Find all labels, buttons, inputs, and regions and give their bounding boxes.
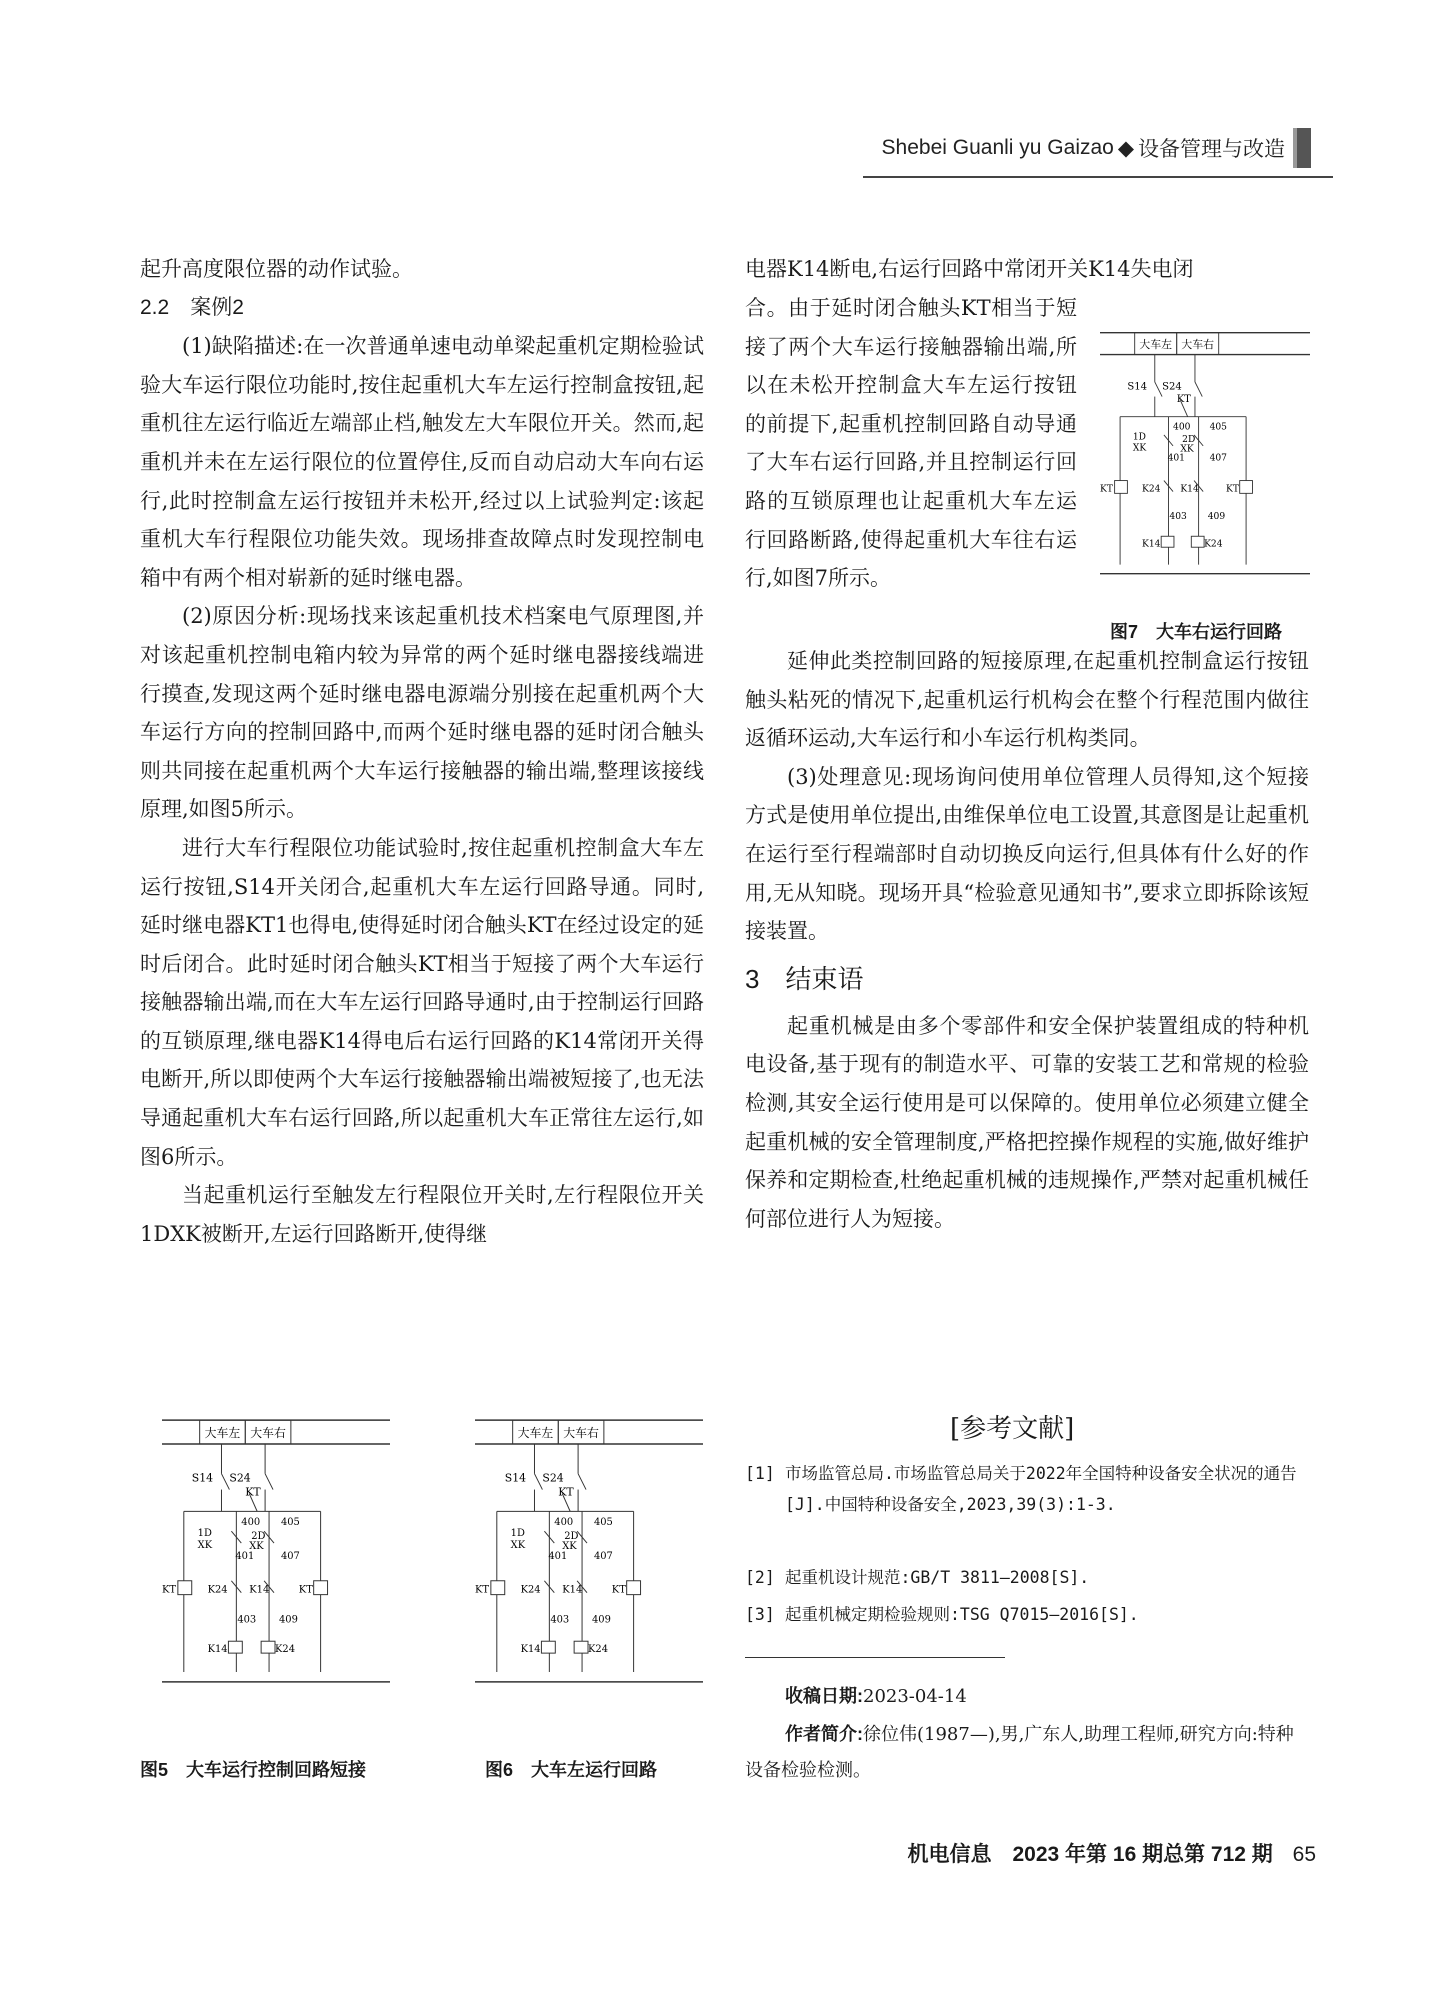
page-number: 65: [1292, 1843, 1316, 1866]
figure-6-caption: 图6 大车左运行回路: [485, 1760, 658, 1780]
right-column-wrap: [745, 289, 1077, 598]
paragraph-test: 进行大车行程限位功能试验时,按住起重机控制盒大车左运行按钮,S14开关闭合,起重机大车左运行回路导通。同时,延时继电器KT1也得电,使得延时闭合触头KT在经过设定的延时后闭合。此时延时闭合触头KT相当于短接了两个大车运行接触器输出端,而在大车左运行回路导通时,由于控制运行回路的互锁原理,继电器K14得电后右运行回路的K14常闭开关得电断开,所以即使两个大车运行接触器输出端被短接了,也无法导通起重机大车右运行回路,所以起重机大车正常往左运行,如图6所示。: [140, 835, 704, 1169]
section-heading-3: 3 结束语: [745, 963, 864, 994]
figure-7-caption: 图7 大车右运行回路: [1110, 622, 1283, 642]
journal-name-cn: 设备管理与改造: [1138, 138, 1285, 161]
figure-7-diagram: [1100, 300, 1310, 610]
figure-5-diagram: [162, 1398, 390, 1708]
header-rule: [863, 176, 1333, 178]
figure-5-caption: 图5 大车运行控制回路短接: [140, 1760, 367, 1780]
paragraph-continued: 电器K14断电,右运行回路中常闭开关K14失电闭: [745, 257, 1194, 281]
diamond-icon: ◆: [1117, 136, 1134, 160]
journal-name-en: Shebei Guanli yu Gaizao: [881, 136, 1114, 159]
running-header: [882, 128, 1311, 168]
reference-item: [1] 市场监管总局.市场监管总局关于2022年全国特种设备安全状况的通告[J].中国特种设备安全,2023,39(3):1-3.: [745, 1464, 1297, 1514]
header-bar-icon: [1293, 128, 1311, 168]
reference-item: [2] 起重机设计规范:GB/T 3811—2008[S].: [745, 1568, 1090, 1587]
reference-item: [3] 起重机械定期检验规则:TSG Q7015—2016[S].: [745, 1605, 1139, 1624]
right-column-top: [745, 250, 1309, 289]
received-date: 收稿日期:2023-04-14: [785, 1686, 967, 1707]
left-column: [140, 250, 704, 1253]
section-heading-2-2: 2.2 案例2: [140, 295, 244, 319]
footer-journal: 机电信息 2023 年第 16 期总第 712 期: [907, 1843, 1273, 1866]
paragraph: 起升高度限位器的动作试验。: [140, 257, 413, 281]
paragraph-handling: (3)处理意见:现场询问使用单位管理人员得知,这个短接方式是使用单位提出,由维保单位电工设置,其意图是让起重机在运行至行程端部时自动切换反向运行,但具体有什么好的作用,无从知晓。现场开具“检验意见通知书”,要求立即拆除该短接装置。: [745, 764, 1309, 944]
footnote-rule: [745, 1657, 1005, 1658]
paragraph-wrap: 合。由于延时闭合触头KT相当于短接了两个大车运行接触器输出端,所以在未松开控制盒大车左运行按钮的前提下,起重机控制回路自动导通了大车右运行回路,并且控制运行回路的互锁原理也让起重机大车左运行回路断路,使得起重机大车往右运行,如图7所示。: [745, 296, 1077, 591]
right-column-body: [745, 642, 1309, 1238]
author-bio: 作者简介:徐位伟(1987—),男,广东人,助理工程师,研究方向:特种设备检验检测。: [745, 1724, 1294, 1781]
page-footer: [908, 1838, 1317, 1868]
figure-6-diagram: [475, 1398, 703, 1708]
paragraph-cause: (2)原因分析:现场找来该起重机技术档案电气原理图,并对该起重机控制电箱内较为异常的两个延时继电器接线端进行摸查,发现这两个延时继电器电源端分别接在起重机两个大车运行方向的控制回路中,而两个延时继电器的延时闭合触头则共同接在起重机两个大车运行接触器的输出端,整理该接线原理,如图5所示。: [140, 604, 704, 822]
references-title: [参考文献]: [950, 1414, 1075, 1444]
paragraph-defect: (1)缺陷描述:在一次普通单速电动单梁起重机定期检验试验大车运行限位功能时,按住起重机大车左运行控制盒按钮,起重机往左运行临近左端部止档,触发左大车限位开关。然而,起重机并未在左运行限位的位置停住,反而自动启动大车向右运行,此时控制盒左运行按钮并未松开,经过以上试验判定:该起重机大车行程限位功能失效。现场排查故障点时发现控制电箱中有两个相对崭新的延时继电器。: [140, 334, 704, 590]
paragraph-conclusion: 起重机械是由多个零部件和安全保护装置组成的特种机电设备,基于现有的制造水平、可靠的安装工艺和常规的检验检测,其安全运行使用是可以保障的。使用单位必须建立健全起重机械的安全管理制度,严格把控操作规程的实施,做好维护保养和定期检查,杜绝起重机械的违规操作,严禁对起重机械任何部位进行人为短接。: [745, 1013, 1309, 1231]
paragraph-trigger: 当起重机运行至触发左行程限位开关时,左行程限位开关1DXK被断开,左运行回路断开,使得继: [140, 1183, 704, 1246]
paragraph-extension: 延伸此类控制回路的短接原理,在起重机控制盒运行按钮触头粘死的情况下,起重机运行机构会在整个行程范围内做往返循环运动,大车运行和小车运行机构类同。: [745, 649, 1309, 751]
